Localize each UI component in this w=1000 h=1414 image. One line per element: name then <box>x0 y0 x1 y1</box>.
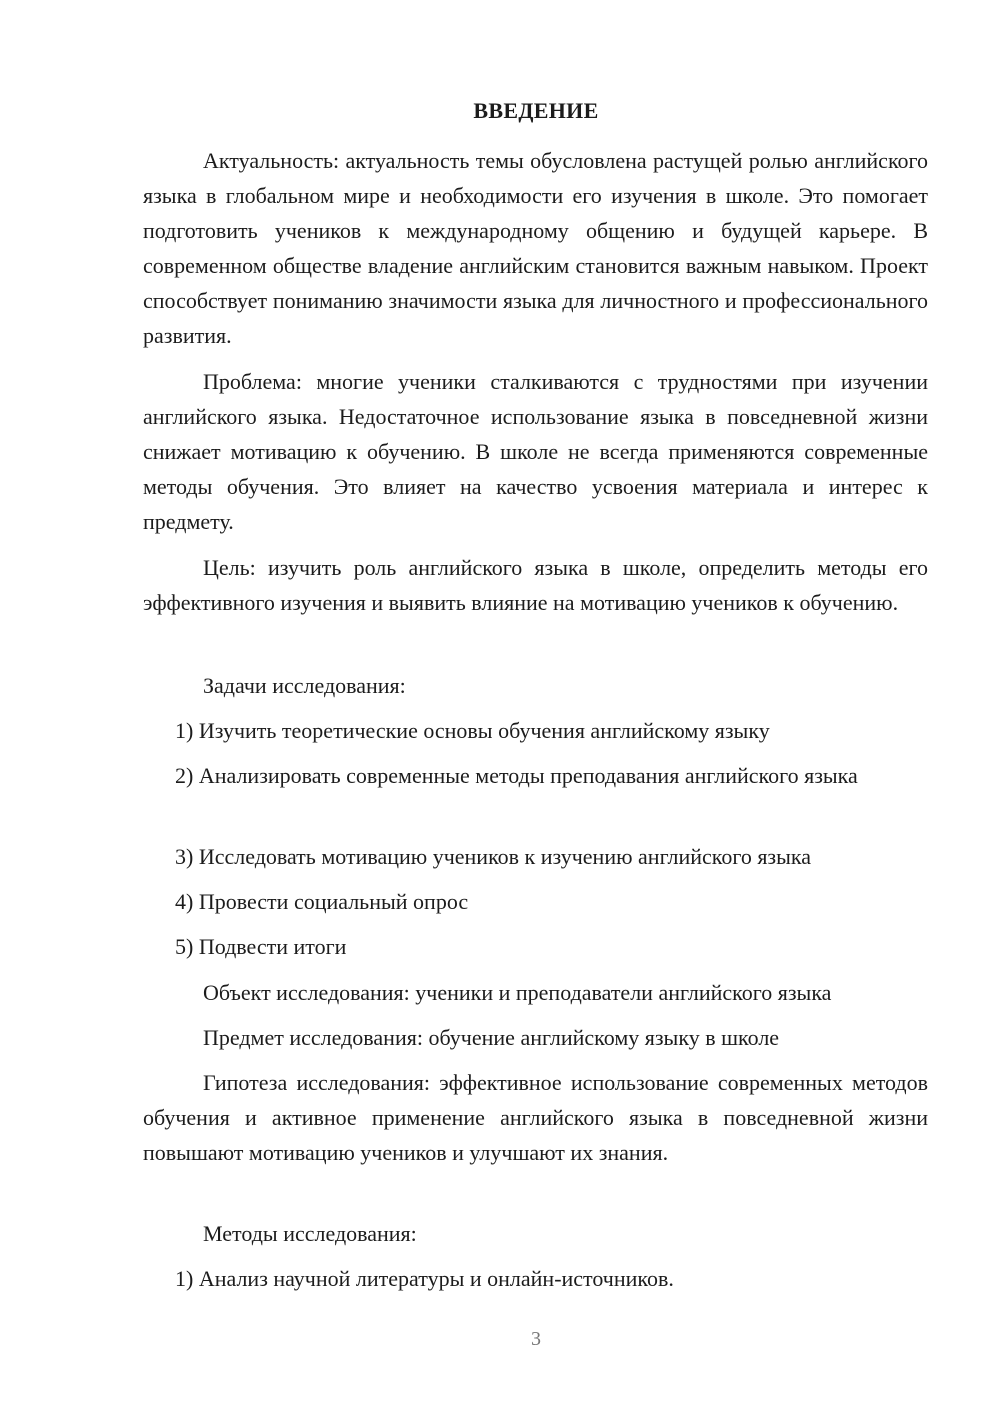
object-paragraph: Объект исследования: ученики и преподаватели английского языка <box>203 980 832 1005</box>
method-item-1: 1) Анализ научной литературы и онлайн-источников. <box>175 1266 674 1291</box>
hypothesis-paragraph: Гипотеза исследования: эффективное использование современных методов обучения и активное применение английского языка в повседневной жизни повышают мотивацию учеников и улучшают их знания. <box>143 1070 928 1165</box>
subject-paragraph: Предмет исследования: обучение английскому языку в школе <box>203 1025 780 1050</box>
methods-heading: Методы исследования: <box>203 1221 417 1246</box>
goal-paragraph: Цель: изучить роль английского языка в школе, определить методы его эффективного изучения и выявить влияние на мотивацию учеников к обучению. <box>143 555 928 615</box>
task-item-5: 5) Подвести итоги <box>175 934 347 959</box>
task-item-3: 3) Исследовать мотивацию учеников к изучению английского языка <box>175 844 812 869</box>
section-heading: ВВЕДЕНИЕ <box>473 98 599 123</box>
problem-paragraph: Проблема: многие ученики сталкиваются с трудностями при изучении английского языка. Недостаточное использование языка в повседневной жизни снижает мотивацию к обучению. В школе не всегда применяются современные методы обучения. Это влияет на качество усвоения материала и интерес к предмету. <box>143 369 928 534</box>
relevance-paragraph: Актуальность: актуальность темы обусловлена растущей ролью английского языка в глобальном мире и необходимости его изучения в школе. Это помогает подготовить учеников к международному общению и будущей карьере. В современном обществе владение английским становится важным навыком. Проект способствует пониманию значимости языка для личностного и профессионального развития. <box>143 148 928 348</box>
task-item-4: 4) Провести социальный опрос <box>175 889 469 914</box>
task-item-1: 1) Изучить теоретические основы обучения английскому языку <box>175 718 770 743</box>
tasks-heading: Задачи исследования: <box>203 673 406 698</box>
task-item-2: 2) Анализировать современные методы преподавания английского языка <box>175 763 858 788</box>
page-number: 3 <box>531 1328 541 1350</box>
